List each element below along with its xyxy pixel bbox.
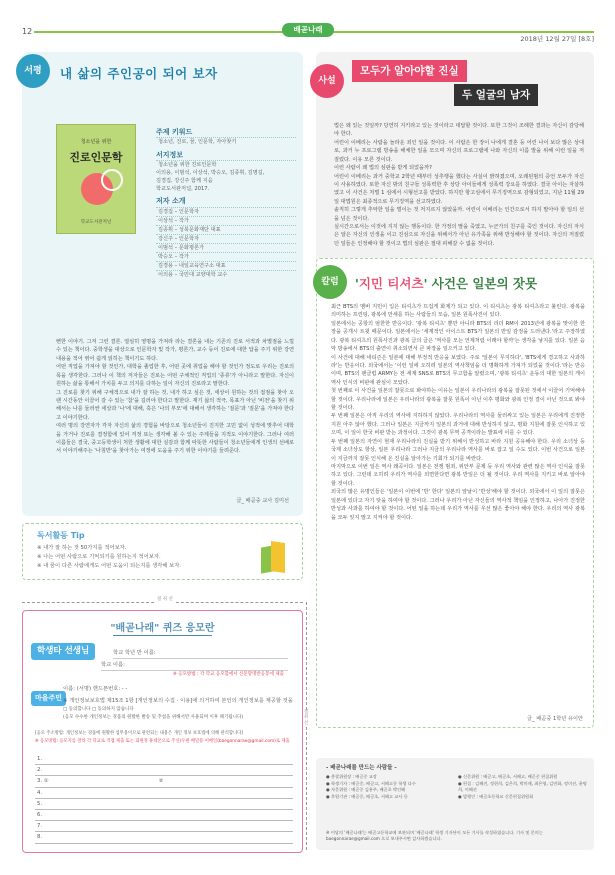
page-number: 12 [22, 27, 33, 36]
tip-list [37, 544, 181, 571]
privacy-note: (응모 수수한 개인정보는 경품의 원활한 발송 및 추첨을 위해서만 사용되며 이후 폐기됩니다) [63, 715, 244, 720]
column-paragraph: 외국의 많은 유명인들은 '일본이 이번에 '반' 한다' 일본의 앞날이 '반성'해야 할 것이다. 외국에서 이 일의 잘못은 일본에 있다고 자기 탓을 하여야 할 것이다. 그러나 우리가 아닌 자신들의 역사적 책임을 인정하고, 나아가 진정한 반성과 사과를 하여야 할 것이다. 어떤 일을 하는데 우리가 역사를 우선 많은 좋아야 해야 한다. 우리의 역사 광복을 모두 잊지 말고 지켜야 할 것이다. [331, 489, 585, 521]
title-underline [113, 635, 212, 636]
editorial-paragraph: 솔직히 그렇게 추악한 일을 벌이는 것 저지르지 않았을까. 어린이 이베리는 인간으로서 하지 말아야 할 일의 선을 넘은 것이다. [334, 207, 584, 222]
author-line: 박승오 – 작가 [156, 252, 296, 261]
student-teacher-label: 학생타 선생님 [31, 643, 95, 660]
answer-row[interactable]: 3. ① ② [35, 776, 293, 787]
resident-label: 마을주민 [31, 691, 66, 706]
info-line: 학교도서관저널, 2017. [156, 186, 210, 193]
column-paragraph: 일본에서는 공항의 엄한한 반응이다. '광복 티셔츠' 뿐만 아니라 BTS의 리더 RM이 2013년에 광복을 맞이한 한 장을 공개시 트윗 때문이다. 일본에서는 '세계적인 아이스트 BTS가 일본의 반일 감정을 드러낸다.'라고 주장하였다. 광복 티셔츠의 원폭사진과 광복 글의 글은 '역사를 모는 언제처럼 이래야 할까'는 생각을 낳지를 있다. 일본 음악 방송에서 BTS의 출연이 취소되면서 큰 파장을 일으키고 있다. [331, 320, 585, 353]
column-section [316, 258, 594, 728]
column-paragraph: 첫 번째로 이 사건을 일본의 잘못으로 봐야하는 이유는 일본이 우리나라의 광복을 잘못된 것에서 이끌어 기억해야 할 것이다. 우리나라에 일본은 우리나라의 광복을 잘못 원폭이 아닌 이후 평화와 광복 인정 결이 아닌 것으로 봐야 할 것이다. [331, 388, 585, 412]
review-paragraph: 뻔한 이야기. 그저 그런 결론. 열심히 영명을 가져라 라는 결론을 내는 기존의 진로 서적과 차별점을 느낄 수 있는 책이다. 중학생을 대상으로 인문학자 및 작가, 평론가, 교수 등이 진로에 대한 답을 주기 위한 강연 내용을 적어 엮어 쉽게 읽히는 책이기도 하다. [56, 339, 294, 362]
book-cover-image [56, 124, 136, 234]
author-line: 김경용 – 내일교육연구소 대표 [156, 261, 296, 270]
review-body [56, 338, 294, 456]
tip-item: ※ 내 꿈이 다른 사람에게도 어떤 도움이 되는지를 생각해 보자. [37, 563, 182, 569]
how-to-submit: ※ 응모방법: 응모지를 잘라 각 학교로 직접 제출 또는 회원정 휴대폰으로 주신(우편 배달용 이메일(baegonnarae@gmail.com)로 제출 [35, 739, 290, 744]
answer-row[interactable]: 8. [35, 832, 293, 843]
answer-row[interactable]: 7. [35, 821, 293, 832]
column-title-highlight: 지민 티셔츠 [358, 276, 424, 291]
column-body [331, 303, 585, 522]
column-paragraph: 두 번째 일본의 자연이 현재 우리나라의 진실을 받기 위해서 반성하고 바라 지원 공유해야 한다. 우리 소녀상 등 국제 소녀상도 항상, 일본 우리나라 그러나 지금의 우리나라 역사를 바로 잡고 일 수도 있다. 이번 사건으로 일본이 지금까지 잘못 인식해 온 진실을 알아가는 기회가 되기를 바란다. [331, 438, 585, 462]
answer-row[interactable]: 4. [35, 788, 293, 799]
tip-item: ※ 나는 어떤 사람으로 기억되기를 원하는지 적어보자. [37, 554, 161, 560]
author-line: 이상석 – 작가 [156, 216, 296, 225]
cover-title: 진로인문학 [69, 151, 123, 164]
resident-name-phone-field[interactable]: 이름: (서명) 핸드폰번호: - - [63, 686, 128, 692]
editorial-headline-1: 모두가 알아야할 진실 [352, 60, 467, 82]
author-line: 강신주 – 인문학자 [156, 234, 296, 243]
credit-line: ● 발행인 : 배곧초등학교 신문편집위원회 [458, 793, 534, 799]
author-line: 이범석 – 문화평론가 [156, 243, 296, 252]
credit-line: ● 자문위원 : 배곧중 김용주, 배곧초 박인혜 [326, 787, 406, 792]
editorial-paragraph: 이런 사람이 왜 법의 심판을 받게 되었을까? [334, 165, 432, 172]
keywords-heading: 주제 키워드 [156, 128, 193, 136]
credit-line: ● 편집 : 김혜진, 정현희, 김은희, 박미애, 최은영, 김연화, 정미선, 윤명희, 이혜선 [458, 780, 587, 792]
reading-tip-box [22, 523, 303, 580]
cut-line-vertical-label: 절취선 [303, 710, 309, 726]
author-line: 김종휘 – 성북문화재단 대표 [156, 225, 296, 234]
field-line [101, 670, 288, 671]
quiz-entry-form [22, 610, 303, 853]
review-paragraph: 그 진로를 찾기 위해 구체적으로 내가 잘 하는 것, 내가 하고 싶은 것, 세상이 원하는 것의 접점을 찾아 오랜 시간동안 이끌어 갈 수 있는 '참'을 길러야 한다고 말한다. 재기 삶의 적극, 목표가 아닌 '비전'을 찾기 위해서는 나를 둘러싼 세상과 '나'에 대해, 혹은 '나의 부모'에 대해서 생각하는 '질문'과 '질문'을 가져야 한다고 이야기한다. [56, 389, 294, 421]
credit-line: ● 총괄위원장 : 배곧중 교장 [326, 774, 377, 779]
cover-subtitle: 청소년을 위한 [80, 139, 112, 145]
editorial-paragraph: 실시간으로서는 이것에 지지 않는 행동이다. 한 가정의 딸을 죽였고, 누군가의 친구를 죽인 것이다. 자신의 자식은 알은 자신의 인생을 이고 진심으로 자신을 위해서가 아닌 유가족을 위해 반성해야 할 것이다. 자신의 저질렀던 일들은 인정해야 할 것이고 법의 심판은 절대 피해갈 수 없을 것이다. [334, 224, 584, 247]
issue-date: 2018년 12월 27일 [8호] [516, 34, 594, 44]
credit-line: ● 학생기자 : 배곧중, 배곧고, 서해고등 학생 다수 [326, 780, 416, 786]
book-metadata [156, 124, 296, 279]
credit-line: ● 후원기관 : 배곧중, 배곧초, 서해고 교사 등 [326, 793, 408, 799]
column-title: '지민 티셔츠' 사건은 일본의 잣못 [355, 276, 538, 291]
review-paragraph: 어떤 직업을 가져야 할 것인가, 대학을 졸업한 후, 어떤 곳에 취업을 해야 할 것인가 정도로 우리는 진로의 폭을 생각한다. 그러나 이 책의 저자들은 진로는 어떤 구체적인 직업의 '종류'가 아니라고 말한다. 자신이 원하는 삶을 통해서 가치를 두고 의지를 다하는 일이 자신의 진로라고 말한다. [56, 364, 294, 388]
info-line: 청소년을 위한 진로인문학 [156, 160, 296, 169]
tip-item: ※ 내가 잘 하는 것 50가지를 적어보자. [37, 545, 127, 551]
column-badge: 칼럼 [313, 265, 347, 299]
answer-row[interactable]: 1. [35, 754, 293, 765]
credits-box [316, 758, 594, 850]
column-byline: 글_ 배곧중 1학년 유이안 [527, 716, 583, 722]
editorial-paragraph: 법은 왜 있는 것일까? 당연히 지키라고 있는 것이라고 대답할 것이다. 또한 그것이 조례한 결과는 자신이 감당해야 한다. [334, 123, 584, 138]
field-line [113, 658, 288, 659]
school-grade-name-field[interactable]: 학교 학년 반 이름: [113, 650, 156, 656]
newspaper-logo: 배곧나래 [282, 23, 334, 37]
privacy-consent-checkboxes[interactable]: □ 동의합니다 □ 동의하지 않습니다 [63, 707, 134, 712]
book-review-section [22, 52, 303, 516]
author-line: 김경집 – 인문학자 [156, 207, 296, 216]
page-header [22, 24, 594, 43]
answer-row[interactable]: 2. [35, 765, 293, 776]
editorial-headline-2: 두 얼굴의 남자 [454, 84, 538, 106]
review-title: 내 삶의 주인공이 되어 보자 [60, 66, 218, 81]
school-name-field[interactable]: 학교 이름: [101, 662, 125, 668]
answer-rows [35, 754, 293, 844]
editorial-paragraph: 어린이 이베리는 과거 중학교 2학년 때부터 성추행을 했다는 사실이 밝혀졌으며, 오래된범의 증언 모두가 자신이 사용하였다. 또한 자신 밖의 친구들 성폭력한 후 상당 아이들에게 성폭력 강요를 하였다. 결국 아이는 자살하였고 이 사건은 처벌 1 심에서 시형선고를 받았다. 하지만 항고심에서 무기징역으로 감형되었고, 지난 11월 29일 대법원은 최종적으로 무기징역을 선고하였다. [334, 173, 584, 205]
credits-left [326, 774, 452, 800]
info-line: 이의용, 이범석, 이상석, 박승오, 김종휘, 김명길, [156, 170, 265, 176]
answer-row[interactable]: 6. [35, 810, 293, 821]
credits-footer: ※ 이달의 '배곧나래'는 배곧고등학교에 보관되며 '배곧나래' 학생 기자단이 모든 기사를 작성하였습니다. 기사 및 문의는 baegonnarae@gmail.com 으로 보내주시면 감사하겠습니다. [326, 830, 543, 842]
credits-heading: - 배곧나래를 만드는 사람들 - [326, 765, 397, 771]
editorial-paragraph: 어린이 이베리는 사람을 놀라운 죄인 일을 것이다. 이 사람은 한 장이 나에게 결혼 등 어린 나이 보다 많은 상대로, 과거 누 프로그램 방송을 해체한 일을 모으며 자신의 프로그램에 나와 자신의 이름 발을 위해 이런 일을 저질렀다. 이유 모른 것이다. [334, 139, 584, 163]
fine-print: [응모 주소방법: 개인정보는 경품에 원활한 업무용이므로 관련되는 내용은 개인 정보 보호법에 의해 관리합니다] [35, 731, 243, 736]
cover-art-ring [101, 169, 123, 191]
answer-row[interactable]: 5. [35, 799, 293, 810]
cut-line-label: 절 취 선 [157, 597, 173, 602]
privacy-consent-text: ※ 개인정보보호법 제15조 1항 [개인정보의 수집 · 이용]에 의거하여 본인의 개인정보를 제공할 것을 [63, 698, 293, 704]
submission-note: ※ 응모방법 : 각 학교 응모함에서 신문망명반응봉에 제출 [173, 672, 284, 677]
info-heading: 서지정보 [156, 150, 184, 159]
editorial-badge: 사설 [310, 64, 344, 98]
review-paragraph: 여러 명의 강연자가 각자 자신의 삶의 경험을 바탕으로 청소년들이 진지한 고민 없이 성적에 맞추어 대학을 가거나 진로를 결정함에 있어 걱정 또는 생각해 볼 수 있는 주제들을 지적도 이야기한다. 그러나 여러 이름들은 결국, 중고등학생이 처한 생활에 대한 실감과 함께 따뜻한 사람들이 청소년들에게 인생의 선배로서 이야기해주는 '나침반'을 찾아가는 여정에 도움을 주기 위한 이야기를 들려준다. [56, 423, 294, 455]
cover-publisher: 학교도서관저널 [80, 220, 112, 226]
review-badge: 서평 [16, 54, 50, 88]
authors-heading: 저자 소개 [156, 197, 186, 206]
column-paragraph: 최근 BTS의 멤버 지민이 입은 티셔츠가 뜨겁게 화제가 되고 있다. 이 티셔츠는 광복 티셔츠라고 불린다. 광복을 의미하는 프린팅, 광복에 만세를 하는 사람들의 모습, 일본 원폭사진이 있다. [331, 304, 585, 319]
quiz-form-title: "배곧나래" 퀴즈 응모란 [110, 623, 215, 634]
credit-line: ● 신문위원 : 배곧고, 배곧초, 서해고, 배곧중 편집위원 [458, 774, 558, 779]
column-paragraph: 마지막으로 이번 일은 역사 왜곡이다. 일본은 전쟁 범죄, 위안부 문제 등 우리 역사와 관련 많은 역사 인식을 잘못하고 있다. 그런데 오히려 우리가 역사를 외면한다면 광복 반일은 더 될 것이다. 우리 역사를 지키고 바로 알아야 할 것이다. [331, 464, 585, 487]
info-line: 김경집, 강신주 함께 지음 [156, 178, 213, 185]
column-paragraph: 두 번째 일본은 아직 우리의 역사에 지하하지 않았다. 우리나라의 역사를 둘러싸고 있는 일본은 우리에게 진정한 지원 아주 않아 했다. 그러나 일본은 지금까지 일본의 과거에 대해 반성하지 않고, 평화 지원에 잘못 인식하고 있으며, 이 일이 한국 비판 받는 과정이다. 그것이 광복 무역 공격이라는 발표에 이를 수 있다. [331, 413, 585, 437]
editorial-body [334, 122, 584, 248]
column-paragraph: 이 사건에 대해 네티즌은 일본에 대해 부정적 반응을 보였다. 주로 '일본이 무지하다', 'BTS에게 경고하고 사과하라'는 반응이다. 외국에서는 '이런 일에 오히려 일본의 역사책임을 더 명확하게 가져가 되었을 것이다.'라는 반응이며, BTS의 팬클럽 ARMY는 전 세계 SNS로 BTS의 무고함을 알렸으며, '광복 티셔츠' 운동의 대한 일본의 게이 역사 인식의 비판에 관심이 모았다. [331, 354, 585, 386]
author-line: 이의용 – 국민대 교양대학 교수 [156, 270, 296, 279]
keywords-text: 청소년, 진로, 꿈, 인문학, 자아찾기 [156, 137, 296, 146]
tip-title: 독서활동 Tip [37, 531, 85, 540]
books-icon [261, 540, 289, 576]
credits-right [458, 774, 588, 800]
review-byline: 글_ 배곧중 교사 김미선 [236, 498, 289, 504]
